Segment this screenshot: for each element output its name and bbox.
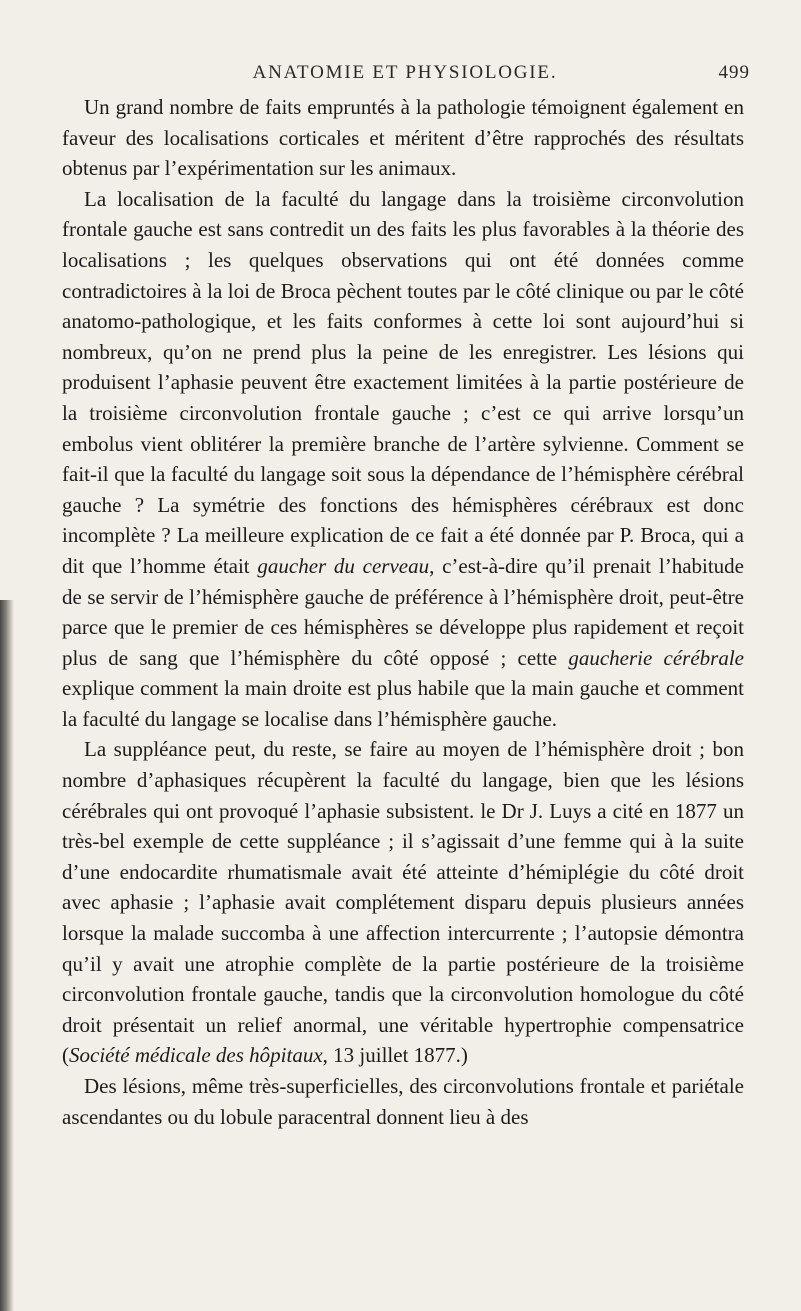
binding-shadow [0, 600, 14, 1311]
paragraph-4 [62, 1071, 744, 1132]
paragraph-text: explique comment la main droite est plus habile que la main gauche et comment la faculté du langage se localise dans l’hémisphère gauche. [62, 676, 744, 731]
paragraph-1 [62, 92, 744, 184]
paragraph-text: La localisation de la faculté du langage dans la troisième circonvolution frontale gauche est sans contredit un des faits les plus favorables à la théorie des localisations ; les quelques observations qui ont été données comme contradictoires à la loi de Broca pèchent toutes par le côté clinique ou par le côté anatomo-pathologique, et les faits conformes à cette loi sont aujourd’hui si nombreux, qu’on ne prend plus la peine de les enregistrer. Les lésions qui produisent l’aphasie peuvent être exactement limitées à la partie postérieure de la troisième circonvolution frontale gauche ; c’est ce qui arrive lorsqu’un embolus vient oblitérer la première branche de l’artère sylvienne. Comment se fait-il que la faculté du langage soit sous la dépendance de l’hémisphère cérébral gauche ? La symétrie des fonctions des hémisphères cérébraux est donc incomplète ? La meilleure explication de ce fait a été donnée par P. Broca, qui a dit que l’homme était [62, 186, 744, 578]
running-head: ANATOMIE ET PHYSIOLOGIE. [252, 62, 558, 83]
italic-citation: Société médicale des hôpitaux [69, 1043, 323, 1068]
paragraph-2 [62, 184, 744, 735]
paragraph-text: Un grand nombre de faits empruntés à la pathologie témoignent également en faveur des localisations corticales et méritent d’être rapprochés des résultats obtenus par l’expérimentation sur les animaux. [62, 95, 744, 181]
paragraph-text: Des lésions, même très-superficielles, des circonvolutions frontale et pariétale ascendantes ou du lobule paracentral donnent lieu à des [62, 1074, 744, 1129]
paragraph-text: La suppléance peut, du reste, se faire au moyen de l’hémisphère droit ; bon nombre d’aphasiques récupèrent la faculté du langage, bien que les lésions cérébrales qui ont provoqué l’aphasie subsistent. le Dr J. Luys a cité en 1877 un très-bel exemple de cette suppléance ; il s’agissait d’une femme qui à la suite d’une endocardite rhumatismale avait été atteinte d’hémiplégie du côté droit avec aphasie ; l’aphasie avait complétement disparu depuis plusieurs années lorsque la malade succomba à une affection intercurrente ; l’autopsie démontra qu’il y avait une atrophie complète de la partie postérieure de la troisième circonvolution frontale gauche, tandis que la circonvolution homologue du côté droit présentait un relief anormal, une véritable hypertrophie compensatrice ( [62, 737, 744, 1068]
page-number: 499 [718, 62, 750, 83]
page-header [60, 58, 750, 88]
body-text [62, 92, 744, 1132]
paragraph-text: , 13 juillet 1877.) [322, 1043, 468, 1068]
italic-term: gaucherie cérébrale [568, 645, 745, 670]
paragraph-3 [62, 734, 744, 1071]
paragraph-text: , c’est-à-dire qu’il prenait l’habitude de se servir de l’hémisphère gauche de préférence à l’hémisphère droit, peut-être parce que le premier de ces hémisphères se développe plus rapidement et reçoit plus de sang que l’hémisphère du côté opposé ; cette [62, 553, 745, 670]
italic-term: gaucher du cerveau [257, 553, 430, 578]
